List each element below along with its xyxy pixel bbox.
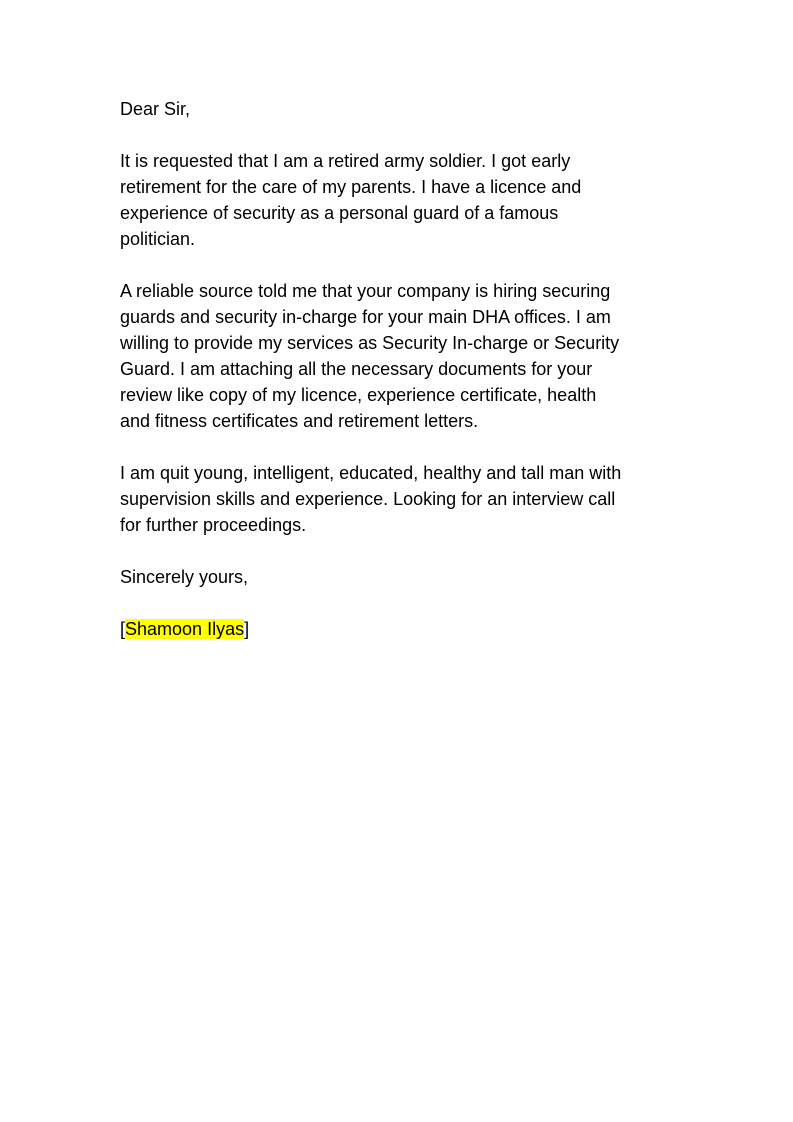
salutation-line: Dear Sir, <box>120 99 191 119</box>
paragraph-line: guards and security in-charge for your main DHA offices. I am <box>120 307 611 327</box>
paragraph-application <box>120 278 680 434</box>
signature-open-bracket: [ <box>120 619 126 639</box>
paragraph-line: I am quit young, intelligent, educated, healthy and tall man with <box>120 463 622 483</box>
salutation <box>120 96 680 122</box>
closing-line: Sincerely yours, <box>120 567 249 587</box>
paragraph-line: supervision skills and experience. Looking for an interview call <box>120 489 616 509</box>
paragraph-line: for further proceedings. <box>120 515 307 535</box>
signature-line <box>120 616 680 642</box>
paragraph-line: willing to provide my services as Security In-charge or Security <box>120 333 620 353</box>
letter-body <box>120 96 680 668</box>
paragraph-intro <box>120 148 680 252</box>
paragraph-line: experience of security as a personal guard of a famous <box>120 203 559 223</box>
paragraph-line: and fitness certificates and retirement letters. <box>120 411 479 431</box>
paragraph-qualifications <box>120 460 680 538</box>
paragraph-line: A reliable source told me that your company is hiring securing <box>120 281 611 301</box>
signature-close-bracket: ] <box>244 619 250 639</box>
signature <box>120 616 680 642</box>
closing <box>120 564 680 590</box>
signature-name: Shamoon Ilyas <box>125 619 245 639</box>
paragraph-line: Guard. I am attaching all the necessary documents for your <box>120 359 593 379</box>
paragraph-line: politician. <box>120 229 196 249</box>
paragraph-line: review like copy of my licence, experience certificate, health <box>120 385 597 405</box>
paragraph-line: It is requested that I am a retired army soldier. I got early <box>120 151 571 171</box>
paragraph-line: retirement for the care of my parents. I have a licence and <box>120 177 582 197</box>
